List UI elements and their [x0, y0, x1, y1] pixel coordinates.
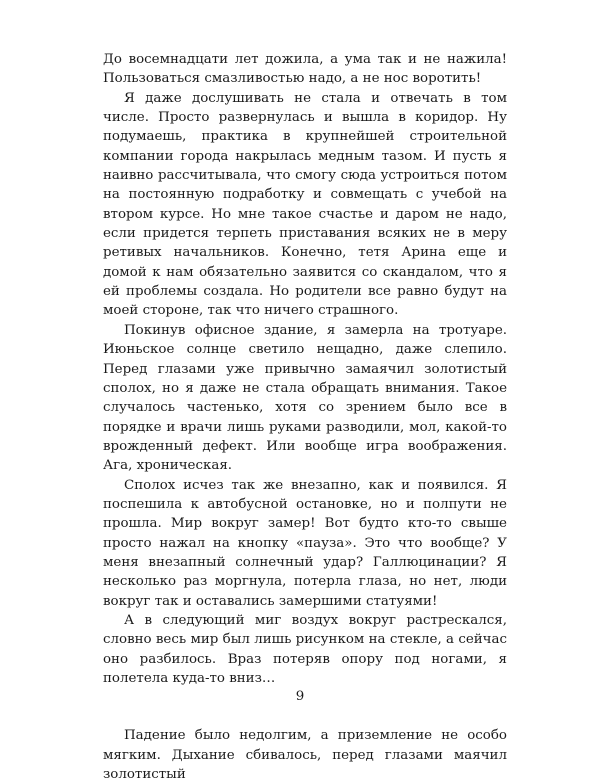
- paragraph-1: До восемнадцати лет дожила, а ума так и не нажила! Пользоваться смазливостью надо, а не нос воротить!: [103, 52, 507, 87]
- paragraph-6: Падение было недолгим, а приземление не особо мягким. Дыхание сбивалось, перед глазами маячил золотистый: [103, 728, 507, 783]
- paragraph-5: А в следующий миг воздух вокруг растрескался, словно весь мир был лишь рисунком на стекле, а сейчас оно разбилось. Враз потеряв опору под ногами, я полетела куда-то вниз…: [103, 612, 507, 686]
- page-number: 9: [295, 689, 305, 704]
- paragraph-4: Сполох исчез так же внезапно, как и появился. Я поспешила к автобусной остановке, но и полпути не прошла. Мир вокруг замер! Вот будто кто-то свыше просто нажал на кнопку «пауза». Это что вообще? У меня внезапный солнечный удар? Галлюцинации? Я несколько раз моргнула, потерла глаза, но нет, люди вокруг так и оставались замершими статуями!: [103, 477, 507, 609]
- paragraph-2: Я даже дослушивать не стала и отвечать в том числе. Просто развернулась и вышла в коридор. Ну подумаешь, практика в крупнейшей строительной компании города накрылась медным тазом. И пусть я наивно рассчитывала, что смогу сюда устроиться потом на постоянную подработку и совмещать с учебой на втором курсе. Но мне такое счастье и даром не надо, если придется терпеть приставания всяких не в меру ретивых начальников. Конечно, тетя Арина еще и домой к нам обязательно заявится со скандалом, что я ей проблемы создала. Но родители все равно будут на моей стороне, так что ничего страшного.: [103, 90, 507, 319]
- page-text: [103, 50, 507, 784]
- paragraph-3: Покинув офисное здание, я замерла на тротуаре. Июньское солнце светило нещадно, даже слепило. Перед глазами уже привычно замаячил золотистый сполох, но я даже не стала обращать внимания. Такое случалось частенько, хотя со зрением было все в порядке и врачи лишь руками разводили, мол, какой-то врожденный дефект. Или вообще игра воображения. Ага, хроническая.: [103, 322, 507, 474]
